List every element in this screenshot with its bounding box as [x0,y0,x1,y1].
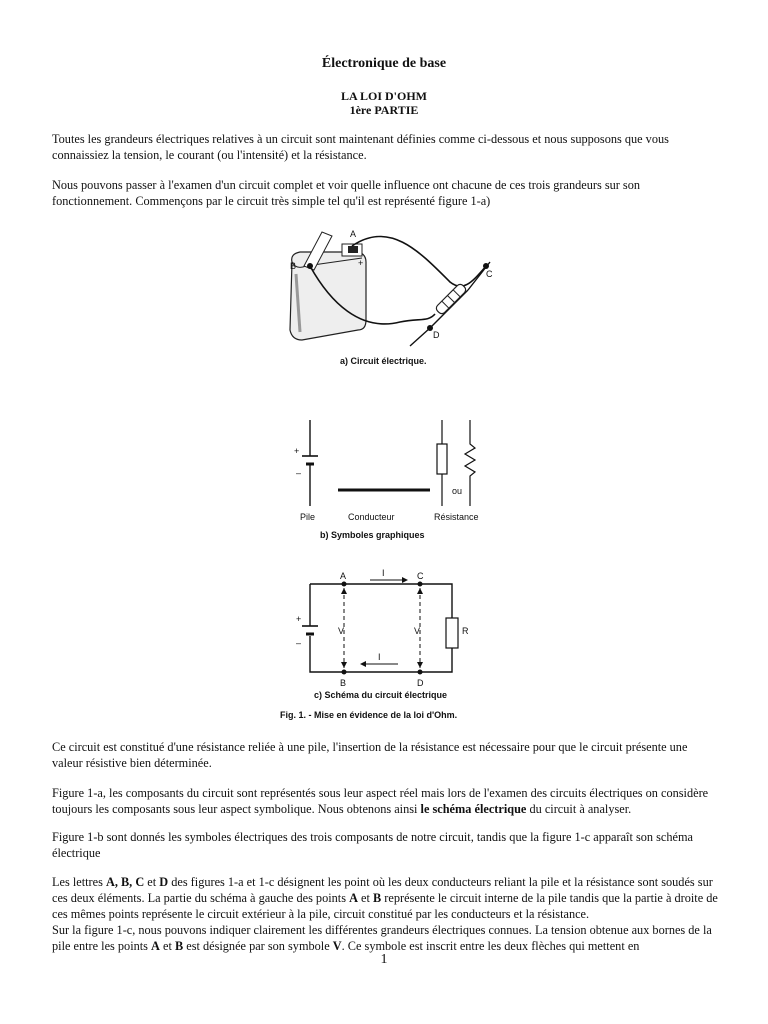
schema-minus: – [296,638,302,648]
figure-1-caption: Fig. 1. - Mise en évidence de la loi d'Ohm. [280,710,458,720]
node-c: C [417,571,424,581]
p7-text-5: est désignée par son symbole [183,939,333,953]
paragraph-resistance: Ce circuit est constitué d'une résistance reliée à une pile, l'insertion de la résistance est nécessaire pour que le circuit présente une valeur résistive bien déterminée. [52,740,688,770]
p7-text-3: et [159,939,175,953]
label-plus: + [358,258,364,268]
p6-text-3: et [144,875,160,889]
p7-text-7: . Ce symbole est inscrit entre les deux flèches qui mettent en [341,939,640,953]
p6-bold-b: B [373,891,382,905]
figure-1a-caption: a) Circuit électrique. [340,356,427,366]
p6-bold-abc: A, B, C [105,875,145,889]
voltage-left: V [338,626,345,636]
current-top: I [382,568,385,578]
p6-bold-d: D [159,875,169,889]
label-c: C [486,269,493,279]
figure-1b [270,414,500,544]
section-subtitle: 1ère PARTIE [349,103,419,117]
schema-plus: + [296,614,302,624]
p6-text-1: Les lettres [52,875,106,889]
p6-text-9: représente le circuit interne de la pile tandis que la partie à droite de ces mêmes points représente le circuit extérieur à la pile, circuit constitué par les conducteurs et la résistance. [52,891,718,921]
paragraph-schema [52,785,720,817]
p4-text-c: du circuit à analyser. [526,802,632,816]
figure-1c [270,564,500,724]
pile-minus: – [296,468,302,478]
node-a: A [340,571,347,581]
figure-1a [270,222,500,374]
document-title: Électronique de base [321,56,447,71]
p7-bold-b: B [174,939,184,953]
or-label: ou [452,486,463,496]
paragraph-circuit: Nous pouvons passer à l'examen d'un circuit complet et voir quelle influence ont chacune de ces trois grandeurs sur son fonctionnement. Commençons par le circuit très simple tel qu'il est représenté figure 1-a) [52,178,641,208]
node-d: D [417,678,424,688]
resistor-label: R [462,626,469,636]
pile-label: Pile [300,512,316,522]
p7-bold-a: A [151,939,160,953]
current-bottom: I [378,652,381,662]
paragraph-letters [52,874,720,954]
node-b: B [340,678,347,688]
p4-bold: le schéma électrique [420,802,527,816]
p7-text-1: Sur la figure 1-c, nous pouvons indiquer clairement les différentes grandeurs électriques connues. La tension obtenue aux bornes de la pile entre les points [52,923,712,953]
label-d: D [433,330,440,340]
label-a: A [350,229,357,239]
figure-1b-caption: b) Symboles graphiques [320,530,425,540]
p4-text-a: Figure 1-a, les composants du circuit sont représentés sous leur aspect réel mais lors de l'examen des circuits électriques on considère toujours les composants sous leur aspect symbolique. Nous obtenons ainsi [52,786,709,816]
pile-plus: + [294,446,300,456]
p6-text-5: des figures 1-a et 1-c désignent les point où les deux conducteurs reliant la pile et la résistance sont soudés sur ces deux éléments. La partie du schéma à gauche des points [52,875,713,905]
p7-bold-v: V [332,939,342,953]
resistance-label: Résistance [434,512,479,522]
paragraph-intro: Toutes les grandeurs électriques relatives à un circuit sont maintenant définies comme ci-dessous et nous supposons que vous connaissiez la tension, le courant (ou l'intensité) et la résistance. [52,132,669,162]
p6-text-7: et [357,891,373,905]
label-b: B [290,261,297,271]
voltage-right: V [414,626,421,636]
figure-1c-caption: c) Schéma du circuit électrique [314,690,448,700]
section-title: LA LOI D'OHM [340,89,427,103]
paragraph-symbols: Figure 1-b sont donnés les symboles électriques des trois composants de notre circuit, tandis que la figure 1-c apparaît son schéma électrique [52,830,693,860]
page-number: 1 [380,952,388,967]
p6-bold-a: A [349,891,358,905]
conductor-label: Conducteur [348,512,395,522]
